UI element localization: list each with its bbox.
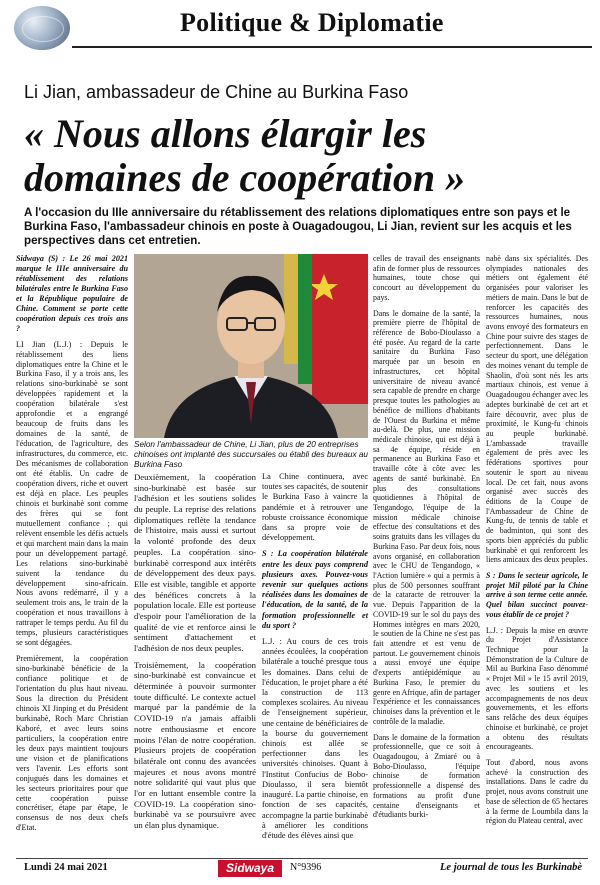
paragraph: nabè dans six spécialités. Des olympiades nationales des métiers ont également été organisées pour valoriser les métiers de main. Dans le but de renforcer les capacités des ressources humaines, nous avons envoyé des formateurs en Chine pour suivre des stages de perfectionnement. Dans le secteur du sport, une délégation des moines venant du temple de Shaolin, d'où sont nés les arts martiaux chinois, est venue à Ouagadougou échanger avec les adeptes burkinabè de cet art et faire découvrir, avec plus de proximité, le Kung-fu chinois au peuple burkinabè. L'ambassade travaille également de près avec les fédérations sportives pour soutenir le sport au niveau local. De cet fait, nous avons organisé avec succès des éditions de la Coupe de l'Ambassadeur de Chine de Kung-fu, de tennis de table et de badminton, qui sont des sports bien appréciés du public burkinabè et qui renforcent les liens amicaux des deux peuples. <box>486 254 588 565</box>
article-kicker: Li Jian, ambassadeur de Chine au Burkina Faso <box>24 82 409 102</box>
paragraph: Premièrement, la coopération sino-burkinabè bénéficie de la confiance politique et de l'orientation du plus haut niveau. Sous la direction du Président chinois XI Jinping et du Président burkinabè, Roch Marc Christian Kaboré, et avec leurs soins particuliers, la coopération entre les deux pays maintient toujours une vision et de planifications vers l'avenir. Les efforts sont conjugués dans les domaines et les secteurs prioritaires pour que cette coopération puisse concrétiser, étape par étape, le consensus de nos deux chefs d'Etat. <box>16 654 128 833</box>
article-column-3 <box>262 472 368 847</box>
article-column-2 <box>134 472 256 837</box>
ambassador-photo <box>134 254 368 438</box>
footer-divider <box>16 858 588 859</box>
header-divider <box>72 46 592 48</box>
paragraph: Dans le domaine de la formation professionnelle, que ce soit à Ouagadougou, à Zmiaré ou à Bobo-Dioulasso, l'équipe chinoise de formation professionnelle a dispensé des formations au profit d'une centaine d'enseignants et d'étudiants burki- <box>373 732 480 820</box>
article-column-4 <box>373 254 480 826</box>
portrait-illustration <box>134 254 368 438</box>
interview-intro-question: Sidwaya (S) : Le 26 mai 2021 marque le IIIe anniversaire du rétablissement des relations bilatérales entre le Burkina Faso et la République populaire de Chine. Comment se porte cette coopération depuis ces trois ans ? <box>16 254 128 333</box>
paragraph: celles de travail des enseignants afin de former plus de ressources humaines, toute chose qui concourt au développement du pays. <box>373 254 480 302</box>
paragraph: L.J. : Depuis la mise en œuvre du Projet d'Assistance Technique pour la Démonstration de la Culture de Mil au Burkina Faso dénommé « Projet Mil » le 15 avril 2019, avec les soutiens et les accompagnements de nos deux gouvernements, et les efforts sans relâche des deux équipes chinoise et burkinabè, ce projet a obtenu des résultats encourageants. <box>486 625 588 752</box>
article-column-1 <box>16 254 128 839</box>
interview-question: S : Dans le secteur agricole, le projet Mil piloté par la Chine arrive à son terme cette année. Quel bilan succinct pouvez-vous établir de ce projet ? <box>486 571 588 619</box>
interview-question: S : La coopération bilatérale entre les deux pays comprend plusieurs axes. Pouvez-vous revenir sur quelques actions réalisées dans les domaines de l'éducation, de la santé, de la formation professionnelle et du sport ? <box>262 549 368 630</box>
article-column-5 <box>486 254 588 832</box>
paragraph: Troisièmement, la coopération sino-burkinabè est convaincue et déterminée à pouvoir surmonter toute difficulté. Le contexte actuel marqué par la pandémie de la COVID-19 n'a jamais affaibli notre enthousiasme et encore moins l'élan de notre coopération. Plusieurs projets de coopération bilatérale ont connu des avancées majeures et nous avons montré notre solidarité qui vaut plus que l'or en luttant ensemble contre la COVID-19. La coopération sino-burkinabè va se poursuivre avec un élan plus dynamique. <box>134 659 256 830</box>
newspaper-slogan: Le journal de tous les Burkinabè <box>440 862 583 873</box>
issue-date: Lundi 24 mai 2021 <box>24 862 108 873</box>
paragraph: Deuxièmement, la coopération sino-burkinabè est basée sur l'adhésion et les soutiens solides du peuple. La reprise des relations diplomatiques reflète la tendance de l'histoire, mais aussi et surtout la volonté profonde des deux peuples. La coopération sino-burkinabè correspond aux intérêts de développement des deux pays. Elle est visible, tangible et apporte des bénéfices concrets à la population locale. Elle est porteuse d'espoir pour l'amélioration de la qualité de vie et renforce ainsi le sentiment d'attachement et l'adhésion de nos deux peuples. <box>134 472 256 653</box>
paragraph: Dans le domaine de la santé, la première pierre de l'hôpital de référence de Bobo-Dioulasso a été posée. Au regard de la carte sanitaire du Burkina Faso marquée par un besoin en infrastructures, cet hôpital universitaire de niveau avancé sera capable de prendre en charge presque toutes les pathologies au bénéfice de millions d'habitants de l'Ouest du Burkina et même au-delà. De plus, une mission médicale chinoise, qui est déjà à sa 4e équipe, réside en permanence au Burkina Faso et travaille côte à côte avec les agents de santé burkinabè. En plus des consultations quotidiennes à l'hôpital de Tengandogo, l'équipe de la mission médicale chinoise effectue des consultations et des soins gratuits dans les villages du Burkina Faso. Par deux fois, nous avons organisé, en collaboration avec le CHU de Tengandogo, « l'Action lumière » qui a permis à plus de 500 personnes souffrant de la cataracte de retrouver la vue. Depuis l'apparition de la COVID-19 sur le sol du pays des Hommes intègres en mars 2020, le soutien de la Chine ne s'est pas fait attendre et est venu de partout. Le gouvernement chinois a aussi envoyé une équipe d'experts antiépidémique au Burkina Faso, le premier du genre en Afrique, afin de partager l'expérience et les connaissances chinoises dans la prévention et le contrôle de la maladie. <box>373 308 480 726</box>
newspaper-logo: Sidwaya <box>218 860 282 877</box>
section-rubric: Politique & Diplomatie <box>180 8 444 37</box>
issue-number: N°9396 <box>290 862 322 873</box>
paragraph: La Chine continuera, avec toutes ses capacités, de soutenir le Burkina Faso à vaincre la pandémie et à retrouver une robuste croissance économique dans sa propre voie de développement. <box>262 472 368 543</box>
photo-caption: Selon l'ambassadeur de Chine, Li Jian, plus de 20 entreprises chinoises ont implanté des succursales ou établi des bureaux au Burkina Faso <box>134 440 368 469</box>
globe-icon <box>14 6 70 50</box>
paragraph: L.J. : Au cours de ces trois années écoulées, la coopération bilatérale a touché presque tous les domaines. Dans celui de l'éducation, le projet phare a été la construction de 113 complexes scolaires. Au niveau de l'enseignement supérieur, une centaine de bénéficiaires de la bourse du gouvernement chinois est allée se perfectionner dans les universités chinoises. Quant à l'Institut Confucius de Bobo-Dioulasso, il sera bientôt inauguré. La partie chinoise, en fonction de ses capacités, accompagne la partie burkinabè à améliorer les conditions d'étude des élèves ainsi que <box>262 637 368 840</box>
article-lead: A l'occasion du IIIe anniversaire du rétablissement des relations diplomatiques entre son pays et le Burkina Faso, l'ambassadeur chinois en poste à Ouagadougou, Li Jian, revient sur les acquis et les perspectives dans cet entretien. <box>24 206 572 247</box>
article-headline: « Nous allons élargir les domaines de coopération » <box>24 111 466 200</box>
paragraph: LI Jian (L.J.) : Depuis le rétablissement des liens diplomatiques entre la Chine et le Burkina Faso, il y a trois ans, les relations sino-burkinabè se sont développées rapidement et la coopération bilatérale s'est approfondie et a engrangé beaucoup de fruits dans les domaines de la santé, de l'éducation, de l'agriculture, des infrastructures, du commerce, etc. Des mécanismes de collaboration ont été établis. Un cadre de coopération divers, riche et ouvert est déjà en place. Les peuples chinois et burkinabè sont comme des frères qui se font mutuellement confiance ; qui relèvent ensemble les défis actuels et qui marchent main dans la main pour un développement partagé. Les relations sino-burkinabè suivent la tendance du développement sino-africain. Nous avons redémarré, il y a seulement trois ans, le train de la coopération et nous travaillons à rattraper le temps perdu. Au fil du temps, plusieurs caractéristiques se sont dégagées. <box>16 339 128 648</box>
paragraph: Tout d'abord, nous avons achevé la construction des installations. Dans le cadre du projet, nous avons construit une base de sélection de 65 hectares à la ferme de Loumbila dans la région du Plateau central, avec <box>486 757 588 826</box>
